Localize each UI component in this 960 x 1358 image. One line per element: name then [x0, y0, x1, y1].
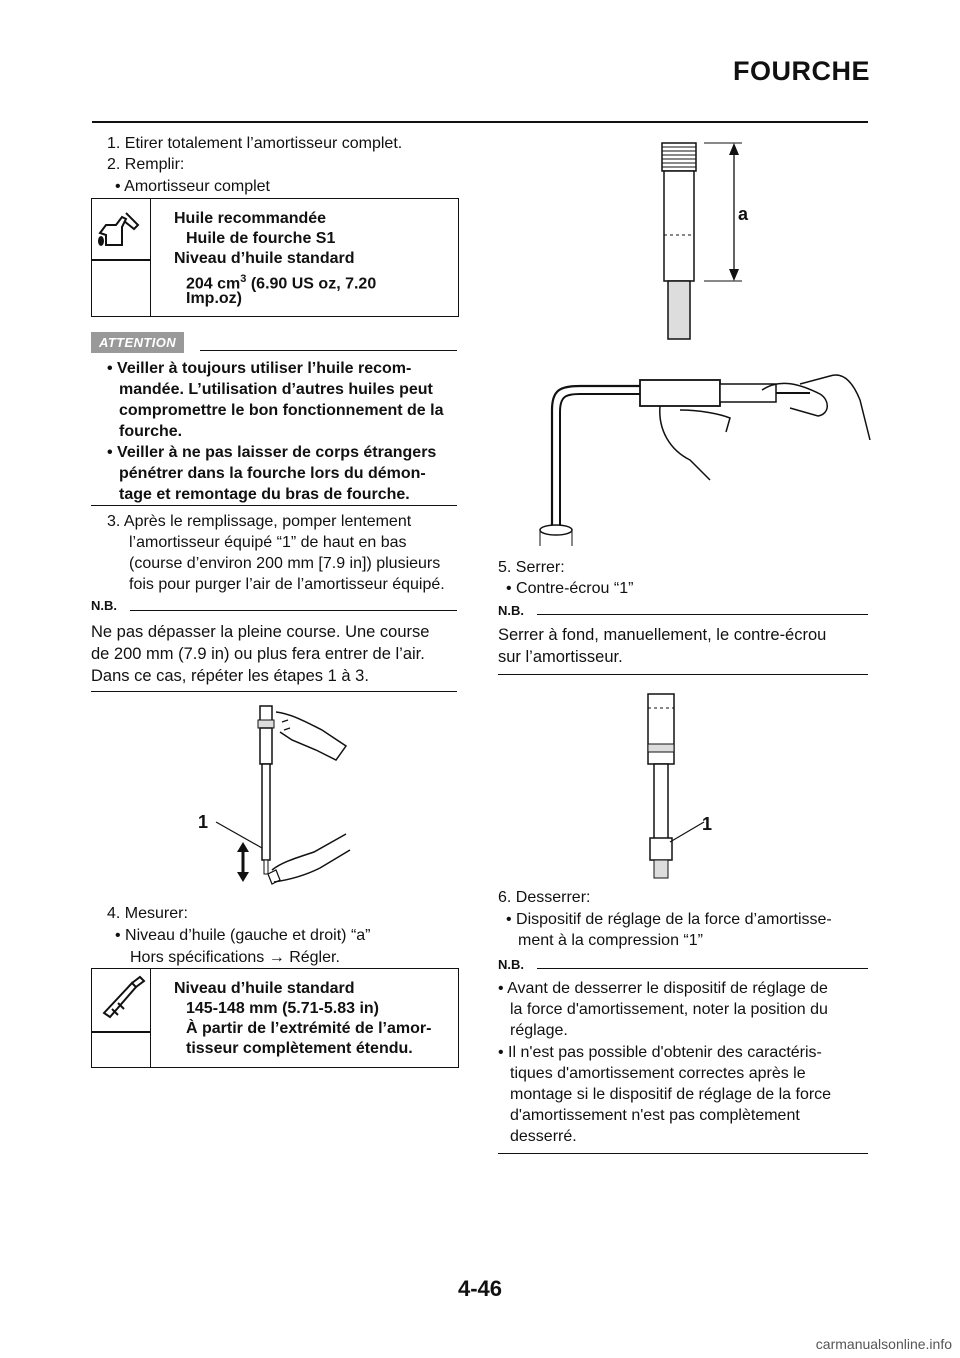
spec-value: 204 $cm^3$ (6.90 US oz, 7.20 — [186, 273, 377, 293]
step-5-item: • Contre-écrou “1” — [506, 580, 634, 597]
figure-callout-a: a — [738, 204, 749, 224]
step-3: 3. Après le remplissage, pomper lentement l’amortisseur équipé “1” de haut en bas (course d’environ 200 mm [7.9 in]) plusieurs fois pour purger l’air de l’amortisseur équipé. — [107, 513, 445, 593]
level-spec-box — [91, 968, 459, 1068]
nb-end-rule — [91, 691, 457, 692]
page-title: FOURCHE — [733, 56, 870, 86]
step-6-item: • Dispositif de réglage de la force d’amortisse- ment à la compression “1” — [506, 911, 832, 949]
figure-callout: 1 — [198, 812, 209, 832]
nb-label: N.B. — [498, 603, 524, 618]
nb-item: • Avant de desserrer le dispositif de réglage de la force d'amortissement, noter la position du réglage. — [498, 980, 828, 1039]
spec-line: Huile de fourche S1 — [186, 230, 336, 247]
nb-end-rule — [498, 1153, 868, 1154]
nb-label: N.B. — [498, 957, 524, 972]
icon-divider — [92, 1031, 150, 1033]
spec-line: tisseur complètement étendu. — [186, 1040, 413, 1057]
icon-divider — [92, 259, 150, 261]
page-number: 4-46 — [457, 1276, 503, 1301]
step-1: 1. Etirer totalement l’amortisseur complet. — [107, 135, 403, 152]
nb-text: Serrer à fond, manuellement, le contre-écrou sur l’amortisseur. — [498, 626, 827, 666]
step-5: 5. Serrer: — [498, 559, 565, 576]
pumping-damper-illustration — [196, 700, 356, 890]
spec-line: Niveau d’huile standard — [174, 250, 355, 267]
step-4-item: • Niveau d’huile (gauche et droit) “a” — [115, 927, 371, 944]
figure-callout: 1 — [702, 814, 713, 834]
nb-end-rule — [498, 674, 868, 675]
attention-rule — [200, 350, 457, 351]
step-4-out: Hors spécifications → Régler. — [130, 949, 340, 966]
nb-text: Ne pas dépasser la pleine course. Une course de 200 mm (7.9 in) ou plus fera entrer de l’air. Dans ce cas, répéter les étapes 1 à 3. — [91, 623, 430, 685]
oil-filling-illustration — [530, 370, 875, 550]
spec-value: Imp.oz) — [186, 290, 242, 307]
icon-cell — [92, 969, 151, 1067]
header-rule — [92, 121, 868, 123]
step-6: 6. Desserrer: — [498, 889, 591, 906]
watermark: carmanualsonline.info — [815, 1336, 952, 1352]
icon-cell — [92, 199, 151, 316]
spec-line: Huile recommandée — [174, 210, 327, 227]
damper-oil-level-illustration — [650, 135, 770, 345]
step-4: 4. Mesurer: — [107, 905, 188, 922]
attention-tag: ATTENTION — [91, 332, 184, 353]
oil-spec-box — [91, 198, 459, 317]
caliper-icon — [92, 969, 150, 1031]
step-2: 2. Remplir: — [107, 156, 185, 173]
nb-rule — [537, 614, 868, 615]
spec-value: 145-148 mm (5.71-5.83 in) — [186, 1000, 379, 1017]
step-2-item: • Amortisseur complet — [115, 178, 270, 195]
spec-line: Niveau d’huile standard — [174, 980, 355, 997]
spec-line: À partir de l’extrémité de l’amor- — [186, 1020, 432, 1037]
nb-rule — [130, 610, 457, 611]
attention-end-rule — [91, 505, 457, 506]
attention-item: • Veiller à ne pas laisser de corps étrangers pénétrer dans la fourche lors du démon- tage et remontage du bras de fourche. — [107, 444, 437, 503]
nb-item: • Il n'est pas possible d'obtenir des caractéris- tiques d'amortissement correctes après le montage si le dispositif de réglage de la force d'amortissement n'est pas complètement desserré. — [498, 1044, 832, 1145]
attention-item: • Veiller à toujours utiliser l’huile recom- mandée. L’utilisation d’autres huiles peut compromettre le bon fonctionnement de la fourche. — [107, 360, 444, 440]
nb-label: N.B. — [91, 598, 117, 613]
nb-rule — [537, 968, 868, 969]
oil-can-icon — [92, 199, 150, 259]
damper-locknut-illustration — [630, 688, 730, 883]
